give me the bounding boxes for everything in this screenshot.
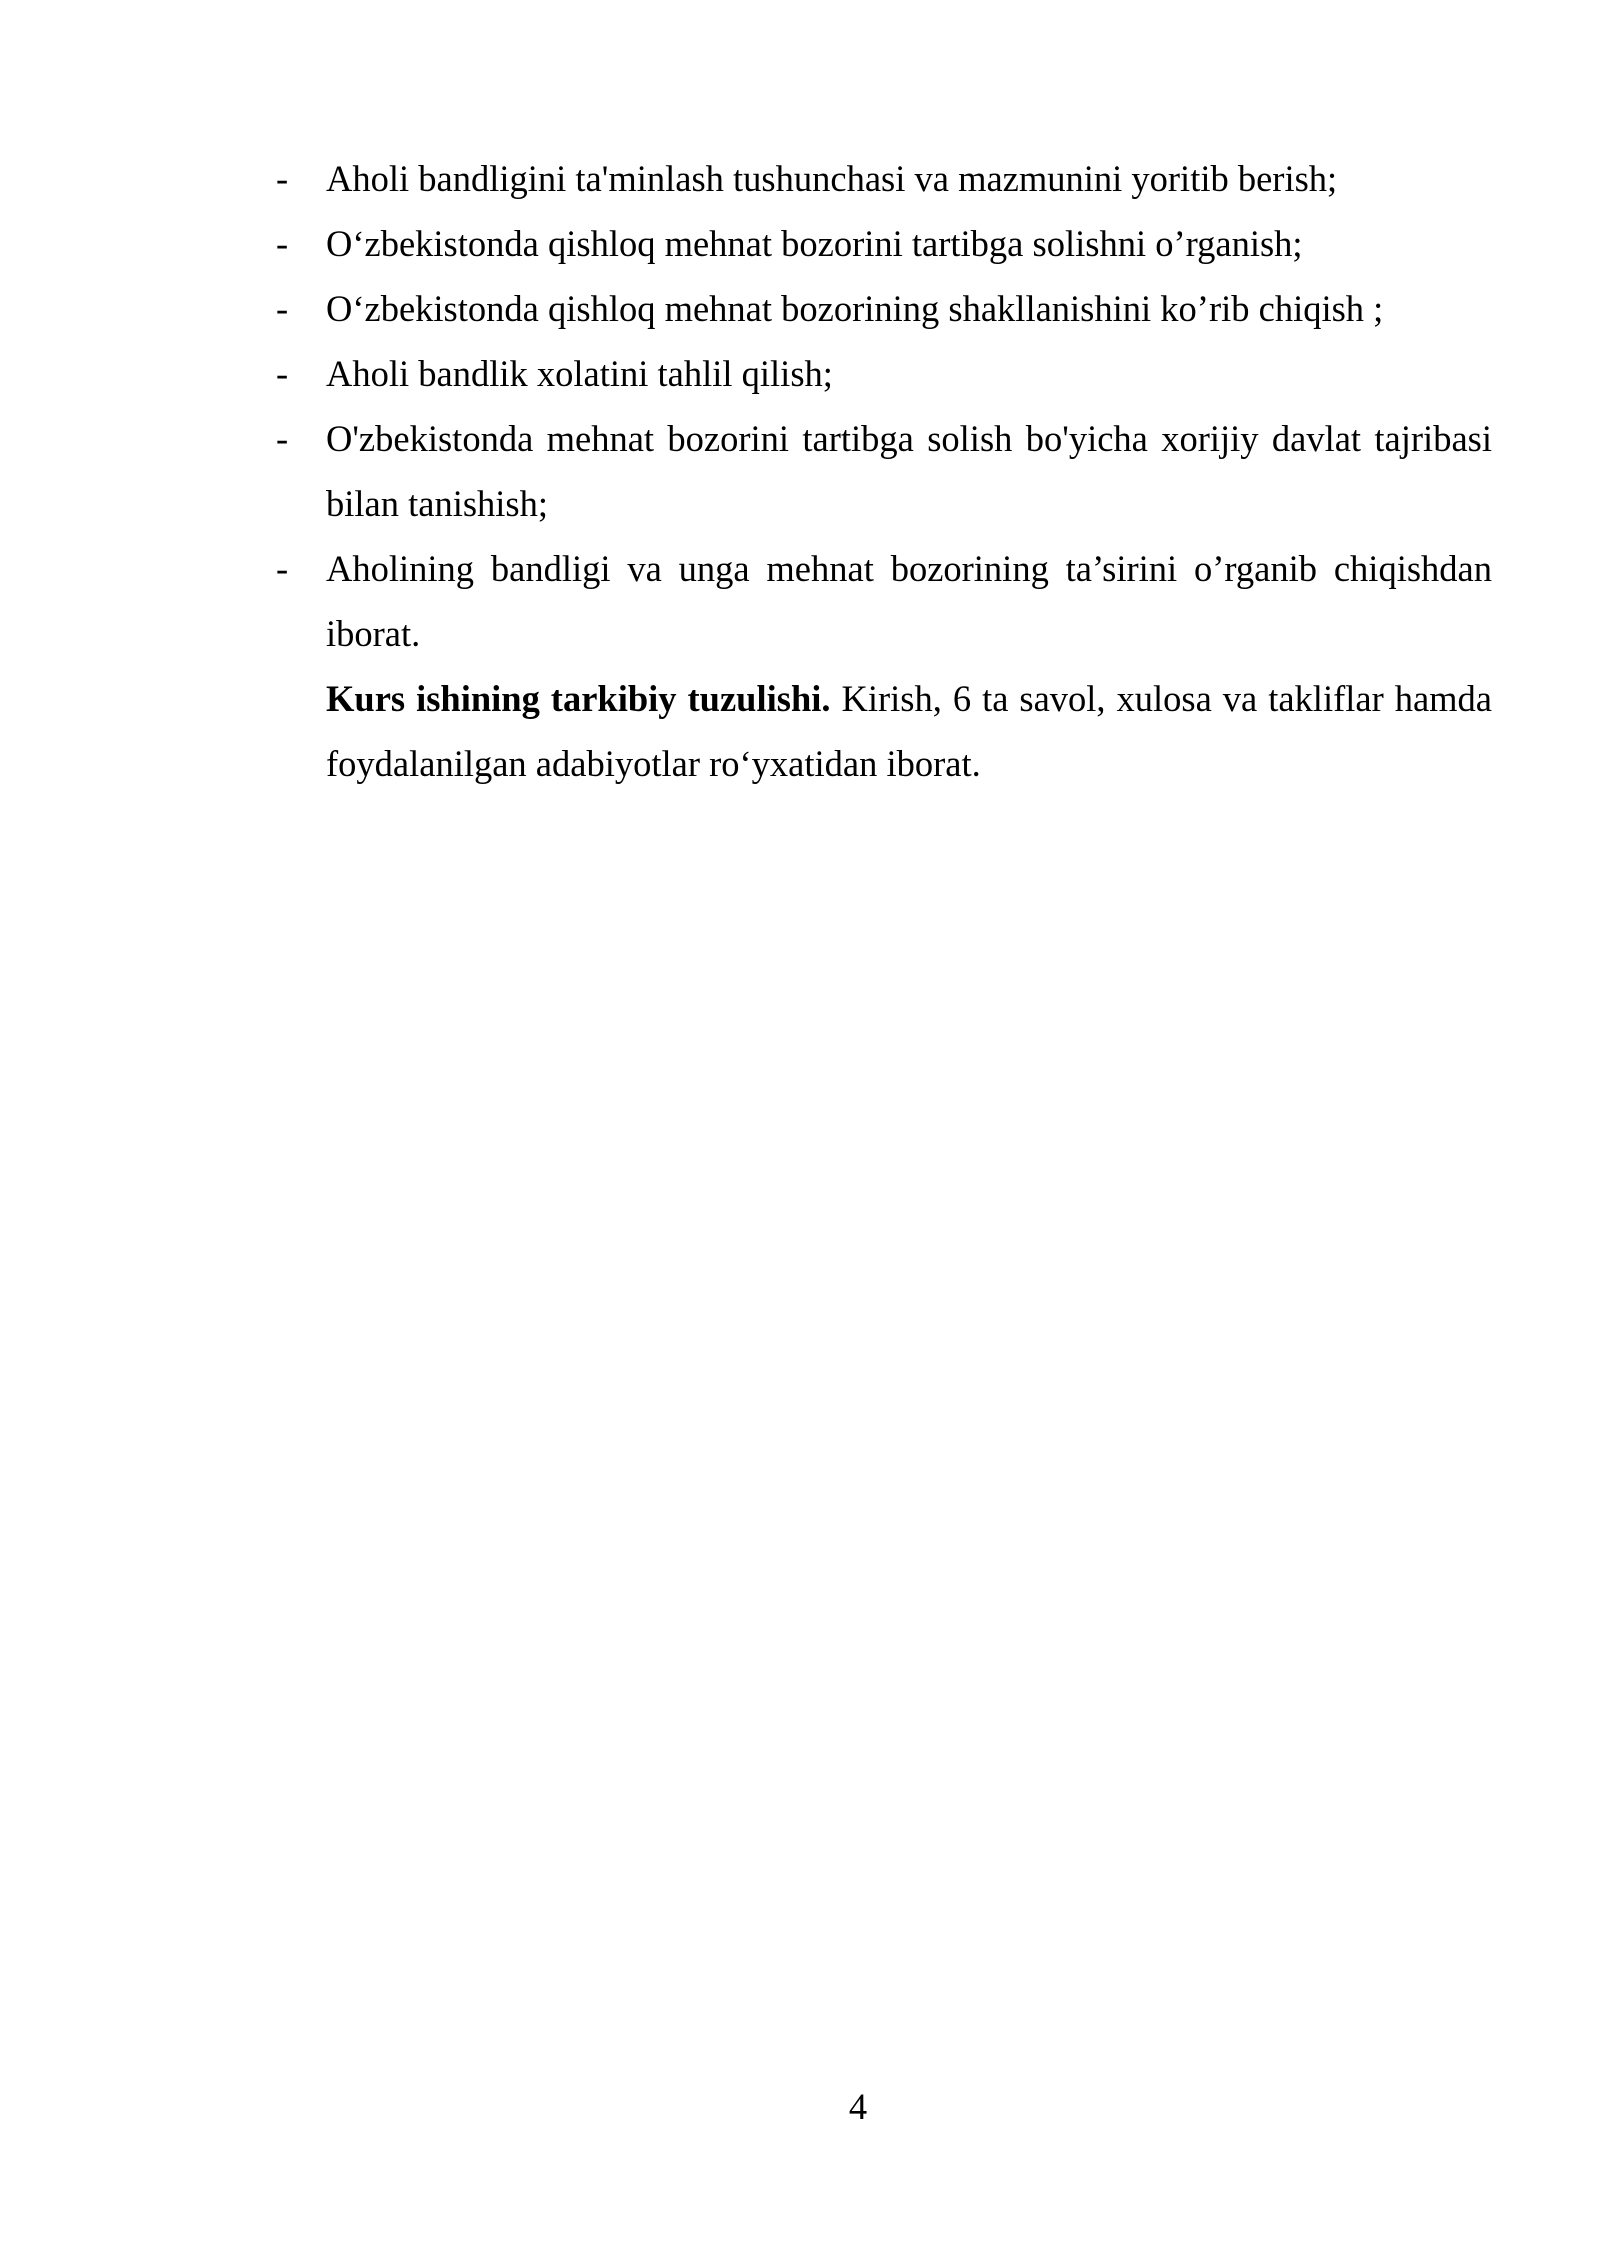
structure-heading: Kurs ishining tarkibiy tuzulishi. — [326, 678, 831, 719]
list-item-text: O‘zbekistonda qishloq mehnat bozorining shakllanishini ko’rib chiqish ; — [326, 288, 1384, 329]
list-item — [276, 406, 1492, 536]
list-item-text: Aholining bandligi va unga mehnat bozorining ta’sirini o’rganib chiqishdan iborat. — [326, 548, 1492, 654]
list-item-text: O'zbekistonda mehnat bozorini tartibga solish bo'yicha xorijiy davlat tajribasi bilan tanishish; — [326, 418, 1492, 524]
list-item — [276, 211, 1492, 276]
page-number: 4 — [848, 2086, 868, 2127]
list-dash: - — [276, 158, 289, 199]
list-dash: - — [276, 353, 289, 394]
list-dash: - — [276, 288, 289, 329]
list-item — [276, 276, 1492, 341]
task-list — [276, 146, 1492, 666]
list-item-text: Aholi bandligini ta'minlash tushunchasi va mazmunini yoritib berish; — [326, 158, 1338, 199]
list-item-text: Aholi bandlik xolatini tahlil qilish; — [326, 353, 833, 394]
list-dash: - — [276, 548, 289, 589]
list-item — [276, 536, 1492, 666]
list-item-text: O‘zbekistonda qishloq mehnat bozorini tartibga solishni o’rganish; — [326, 223, 1303, 264]
structure-paragraph — [276, 666, 1492, 796]
list-item — [276, 146, 1492, 211]
page-content — [276, 146, 1492, 796]
structure-text: Kirish, 6 ta savol, xulosa va takliflar hamda foydalanilgan adabiyotlar ro‘yxatidan iborat. — [326, 678, 1492, 784]
list-dash: - — [276, 418, 289, 459]
list-item — [276, 341, 1492, 406]
list-dash: - — [276, 223, 289, 264]
